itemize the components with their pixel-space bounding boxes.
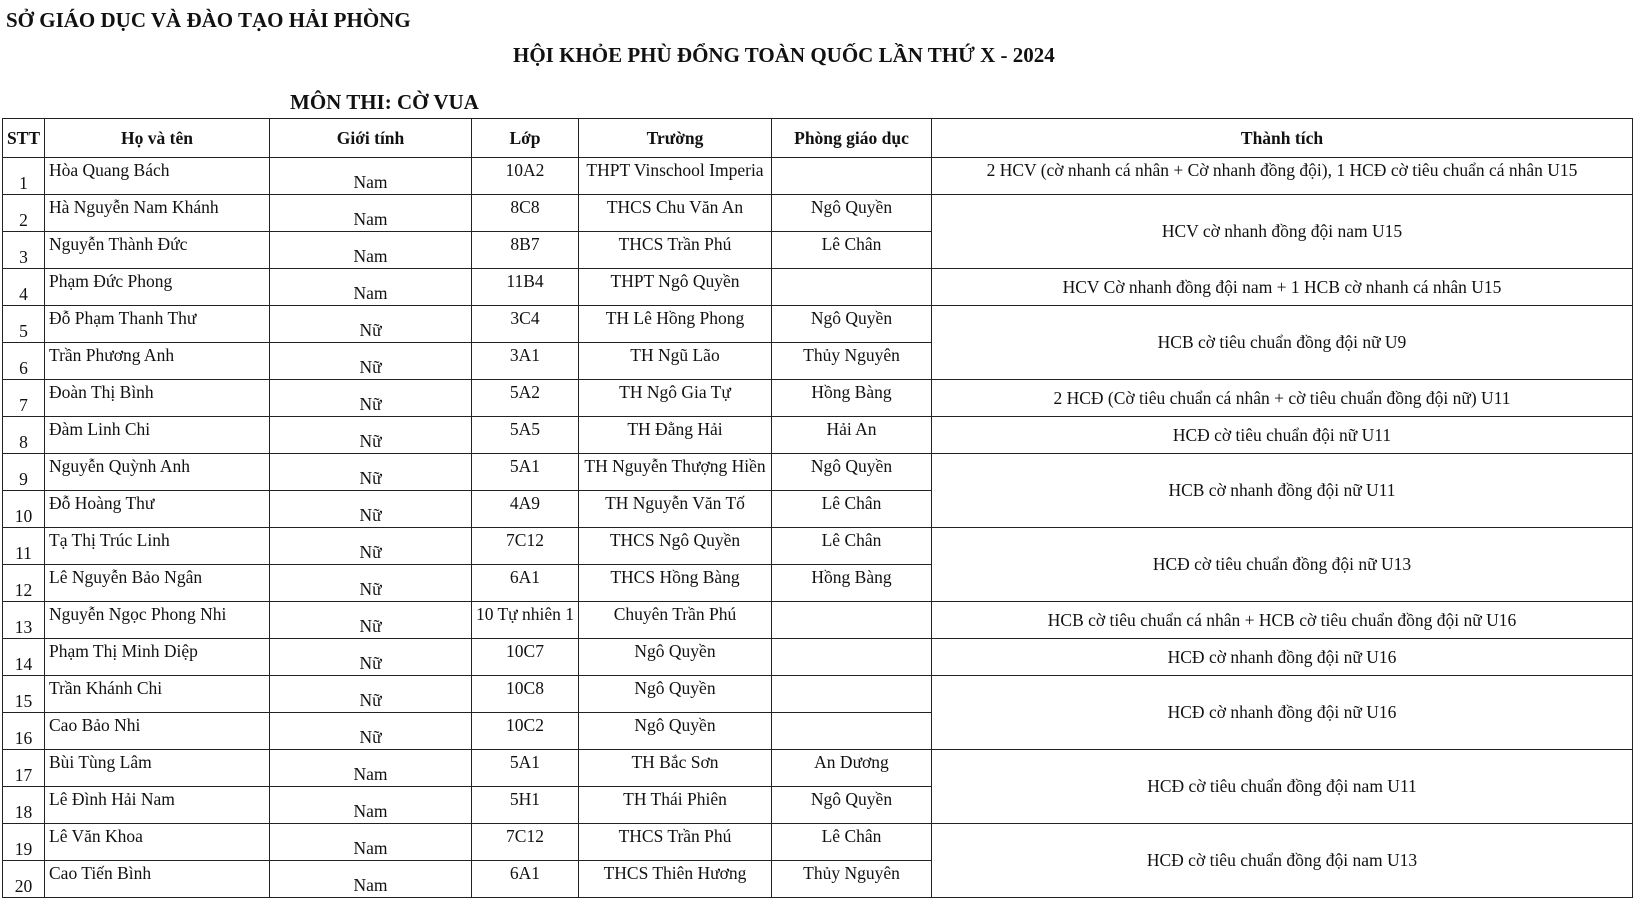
cell-name[interactable]: Trần Khánh Chi [45, 676, 270, 713]
table-row [3, 417, 1633, 454]
table-row [3, 195, 1633, 232]
cell-achievement[interactable]: HCB cờ tiêu chuẩn đồng đội nữ U9 [932, 306, 1633, 380]
cell-dept[interactable] [772, 713, 932, 750]
cell-school[interactable]: TH Nguyễn Văn Tố [579, 491, 772, 528]
cell-class[interactable]: 8C8 [472, 195, 579, 232]
cell-stt[interactable]: 4 [3, 269, 45, 306]
cell-school[interactable]: THCS Hồng Bàng [579, 565, 772, 602]
cell-gender[interactable]: Nữ [270, 565, 472, 602]
cell-gender[interactable]: Nam [270, 269, 472, 306]
table-row [3, 269, 1633, 306]
cell-class[interactable]: 5H1 [472, 787, 579, 824]
cell-name[interactable]: Lê Nguyễn Bảo Ngân [45, 565, 270, 602]
table-row [3, 824, 1633, 861]
cell-achievement[interactable]: 2 HCĐ (Cờ tiêu chuẩn cá nhân + cờ tiêu chuẩn đồng đội nữ) U11 [932, 380, 1633, 417]
cell-gender[interactable]: Nam [270, 750, 472, 787]
event-title: HỘI KHỎE PHÙ ĐỔNG TOÀN QUỐC LẦN THỨ X - 2024 [513, 43, 1055, 67]
cell-gender[interactable]: Nữ [270, 528, 472, 565]
cell-school[interactable]: TH Đằng Hải [579, 417, 772, 454]
cell-class[interactable]: 6A1 [472, 861, 579, 898]
col-header-dept[interactable]: Phòng giáo dục [772, 119, 932, 158]
cell-name[interactable]: Nguyễn Thành Đức [45, 232, 270, 269]
cell-stt[interactable]: 6 [3, 343, 45, 380]
cell-achievement[interactable]: HCV Cờ nhanh đồng đội nam + 1 HCB cờ nhanh cá nhân U15 [932, 269, 1633, 306]
cell-achievement[interactable]: HCB cờ nhanh đồng đội nữ U11 [932, 454, 1633, 528]
cell-dept[interactable]: Lê Chân [772, 528, 932, 565]
cell-school[interactable]: TH Thái Phiên [579, 787, 772, 824]
cell-name[interactable]: Cao Bảo Nhi [45, 713, 270, 750]
cell-dept[interactable] [772, 269, 932, 306]
cell-gender[interactable]: Nữ [270, 639, 472, 676]
cell-class[interactable]: 6A1 [472, 565, 579, 602]
cell-name[interactable]: Lê Đình Hải Nam [45, 787, 270, 824]
cell-school[interactable]: THCS Ngô Quyền [579, 528, 772, 565]
cell-achievement[interactable]: HCĐ cờ tiêu chuẩn đồng đội nữ U13 [932, 528, 1633, 602]
cell-gender[interactable]: Nữ [270, 380, 472, 417]
cell-name[interactable]: Phạm Đức Phong [45, 269, 270, 306]
cell-stt[interactable]: 11 [3, 528, 45, 565]
cell-class[interactable]: 3C4 [472, 306, 579, 343]
cell-achievement[interactable]: HCĐ cờ nhanh đồng đội nữ U16 [932, 676, 1633, 750]
cell-class[interactable]: 5A1 [472, 454, 579, 491]
table-row [3, 602, 1633, 639]
cell-name[interactable]: Tạ Thị Trúc Linh [45, 528, 270, 565]
cell-class[interactable]: 4A9 [472, 491, 579, 528]
cell-school[interactable]: THCS Thiên Hương [579, 861, 772, 898]
cell-stt[interactable]: 8 [3, 417, 45, 454]
cell-school[interactable]: TH Ngũ Lão [579, 343, 772, 380]
cell-school[interactable]: THCS Trần Phú [579, 232, 772, 269]
cell-school[interactable]: THPT Ngô Quyền [579, 269, 772, 306]
cell-gender[interactable]: Nam [270, 824, 472, 861]
cell-school[interactable]: Ngô Quyền [579, 676, 772, 713]
cell-dept[interactable]: Hồng Bàng [772, 380, 932, 417]
cell-name[interactable]: Hòa Quang Bách [45, 158, 270, 195]
subject-title: MÔN THI: CỜ VUA [290, 90, 479, 114]
cell-class[interactable]: 10A2 [472, 158, 579, 195]
cell-school[interactable]: TH Lê Hồng Phong [579, 306, 772, 343]
cell-name[interactable]: Lê Văn Khoa [45, 824, 270, 861]
cell-stt[interactable]: 12 [3, 565, 45, 602]
cell-name[interactable]: Trần Phương Anh [45, 343, 270, 380]
table-row [3, 750, 1633, 787]
header-row [3, 119, 1633, 158]
cell-class[interactable]: 5A1 [472, 750, 579, 787]
cell-achievement[interactable]: HCĐ cờ tiêu chuẩn đồng đội nam U13 [932, 824, 1633, 898]
cell-name[interactable]: Hà Nguyễn Nam Khánh [45, 195, 270, 232]
cell-gender[interactable]: Nữ [270, 676, 472, 713]
cell-gender[interactable]: Nam [270, 861, 472, 898]
cell-dept[interactable] [772, 602, 932, 639]
cell-dept[interactable]: Hồng Bàng [772, 565, 932, 602]
cell-school[interactable]: THCS Trần Phú [579, 824, 772, 861]
cell-stt[interactable]: 7 [3, 380, 45, 417]
cell-class[interactable]: 5A2 [472, 380, 579, 417]
cell-class[interactable]: 10 Tự nhiên 1 [472, 602, 579, 639]
table-row [3, 158, 1633, 195]
cell-gender[interactable]: Nữ [270, 602, 472, 639]
cell-dept[interactable]: Ngô Quyền [772, 306, 932, 343]
cell-school[interactable]: THPT Vinschool Imperia [579, 158, 772, 195]
cell-gender[interactable]: Nam [270, 158, 472, 195]
cell-achievement[interactable]: HCB cờ tiêu chuẩn cá nhân + HCB cờ tiêu chuẩn đồng đội nữ U16 [932, 602, 1633, 639]
cell-name[interactable]: Đoàn Thị Bình [45, 380, 270, 417]
cell-school[interactable]: TH Ngô Gia Tự [579, 380, 772, 417]
cell-stt[interactable]: 18 [3, 787, 45, 824]
cell-dept[interactable]: Lê Chân [772, 824, 932, 861]
cell-name[interactable]: Phạm Thị Minh Diệp [45, 639, 270, 676]
cell-class[interactable]: 3A1 [472, 343, 579, 380]
cell-gender[interactable]: Nữ [270, 306, 472, 343]
col-header-school[interactable]: Trường [579, 119, 772, 158]
cell-gender[interactable]: Nam [270, 787, 472, 824]
cell-stt[interactable]: 5 [3, 306, 45, 343]
cell-dept[interactable]: Ngô Quyền [772, 195, 932, 232]
cell-dept[interactable] [772, 676, 932, 713]
cell-school[interactable]: TH Bắc Sơn [579, 750, 772, 787]
table-row [3, 454, 1633, 491]
col-header-achievement[interactable]: Thành tích [932, 119, 1633, 158]
cell-school[interactable]: Chuyên Trần Phú [579, 602, 772, 639]
cell-school[interactable]: TH Nguyễn Thượng Hiền [579, 454, 772, 491]
cell-school[interactable]: Ngô Quyền [579, 713, 772, 750]
col-header-class[interactable]: Lớp [472, 119, 579, 158]
cell-school[interactable]: Ngô Quyền [579, 639, 772, 676]
cell-class[interactable]: 11B4 [472, 269, 579, 306]
table-row [3, 380, 1633, 417]
cell-dept[interactable]: Ngô Quyền [772, 787, 932, 824]
table-row [3, 676, 1633, 713]
cell-stt[interactable]: 2 [3, 195, 45, 232]
cell-achievement[interactable]: HCĐ cờ tiêu chuẩn đội nữ U11 [932, 417, 1633, 454]
cell-stt[interactable]: 20 [3, 861, 45, 898]
cell-gender[interactable]: Nam [270, 195, 472, 232]
cell-dept[interactable] [772, 639, 932, 676]
table-row [3, 639, 1633, 676]
cell-achievement[interactable]: 2 HCV (cờ nhanh cá nhân + Cờ nhanh đồng đội), 1 HCĐ cờ tiêu chuẩn cá nhân U15 [932, 158, 1633, 195]
cell-dept[interactable] [772, 158, 932, 195]
cell-stt[interactable]: 3 [3, 232, 45, 269]
cell-name[interactable]: Cao Tiến Bình [45, 861, 270, 898]
cell-stt[interactable]: 1 [3, 158, 45, 195]
cell-stt[interactable]: 13 [3, 602, 45, 639]
cell-name[interactable]: Đỗ Hoàng Thư [45, 491, 270, 528]
cell-dept[interactable]: Lê Chân [772, 491, 932, 528]
cell-stt[interactable]: 14 [3, 639, 45, 676]
cell-dept[interactable]: Thủy Nguyên [772, 343, 932, 380]
cell-class[interactable]: 7C12 [472, 528, 579, 565]
cell-dept[interactable]: Lê Chân [772, 232, 932, 269]
cell-name[interactable]: Nguyễn Quỳnh Anh [45, 454, 270, 491]
cell-class[interactable]: 10C8 [472, 676, 579, 713]
cell-stt[interactable]: 15 [3, 676, 45, 713]
cell-gender[interactable]: Nữ [270, 713, 472, 750]
col-header-stt[interactable]: STT [3, 119, 45, 158]
table-row [3, 528, 1633, 565]
col-header-name[interactable]: Họ và tên [45, 119, 270, 158]
cell-stt[interactable]: 9 [3, 454, 45, 491]
cell-class[interactable]: 5A5 [472, 417, 579, 454]
cell-class[interactable]: 10C7 [472, 639, 579, 676]
cell-dept[interactable]: Hải An [772, 417, 932, 454]
cell-name[interactable]: Bùi Tùng Lâm [45, 750, 270, 787]
cell-stt[interactable]: 19 [3, 824, 45, 861]
cell-dept[interactable]: Thủy Nguyên [772, 861, 932, 898]
cell-name[interactable]: Nguyễn Ngọc Phong Nhi [45, 602, 270, 639]
cell-name[interactable]: Đỗ Phạm Thanh Thư [45, 306, 270, 343]
cell-achievement[interactable]: HCĐ cờ nhanh đồng đội nữ U16 [932, 639, 1633, 676]
cell-class[interactable]: 8B7 [472, 232, 579, 269]
cell-school[interactable]: THCS Chu Văn An [579, 195, 772, 232]
cell-class[interactable]: 7C12 [472, 824, 579, 861]
results-table [2, 118, 1633, 898]
cell-stt[interactable]: 17 [3, 750, 45, 787]
cell-gender[interactable]: Nữ [270, 491, 472, 528]
cell-gender[interactable]: Nữ [270, 454, 472, 491]
cell-achievement[interactable]: HCĐ cờ tiêu chuẩn đồng đội nam U11 [932, 750, 1633, 824]
cell-dept[interactable]: An Dương [772, 750, 932, 787]
cell-stt[interactable]: 10 [3, 491, 45, 528]
col-header-gender[interactable]: Giới tính [270, 119, 472, 158]
cell-gender[interactable]: Nam [270, 232, 472, 269]
cell-class[interactable]: 10C2 [472, 713, 579, 750]
org-title: SỞ GIÁO DỤC VÀ ĐÀO TẠO HẢI PHÒNG [6, 8, 411, 32]
cell-dept[interactable]: Ngô Quyền [772, 454, 932, 491]
cell-name[interactable]: Đàm Linh Chi [45, 417, 270, 454]
cell-achievement[interactable]: HCV cờ nhanh đồng đội nam U15 [932, 195, 1633, 269]
table-row [3, 306, 1633, 343]
cell-stt[interactable]: 16 [3, 713, 45, 750]
cell-gender[interactable]: Nữ [270, 417, 472, 454]
cell-gender[interactable]: Nữ [270, 343, 472, 380]
